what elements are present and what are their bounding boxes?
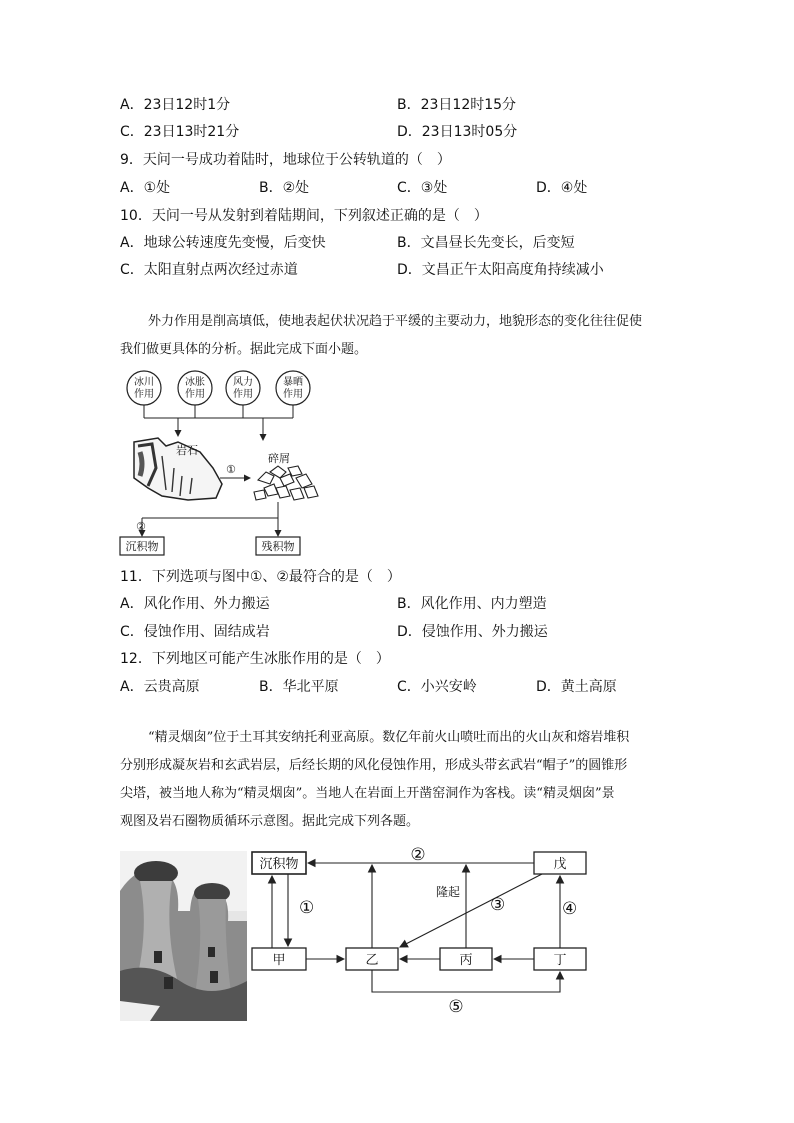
wind-action-circle bbox=[226, 371, 260, 405]
sediment-label: 沉积物 bbox=[259, 857, 299, 872]
q10-option-b[interactable]: B．文昌昼长先变长，后变短 bbox=[397, 235, 575, 251]
rock-cycle-diagram bbox=[250, 846, 590, 1021]
glacier-action-circle bbox=[127, 371, 161, 405]
debris-illustration bbox=[254, 466, 318, 500]
residual-box-label: 残积物 bbox=[261, 540, 295, 553]
q11-option-a[interactable]: A．风化作用、外力搬运 bbox=[120, 596, 270, 612]
circle-label-4-bottom: 作用 bbox=[283, 389, 303, 400]
q11-option-d[interactable]: D．侵蚀作用、外力搬运 bbox=[397, 624, 548, 640]
arrow1-label: ① bbox=[226, 463, 236, 476]
sediment-box-label: 沉积物 bbox=[125, 540, 159, 553]
q10-option-c[interactable]: C．太阳直射点两次经过赤道 bbox=[120, 262, 298, 278]
q10-option-d[interactable]: D．文昌正午太阳高度角持续减小 bbox=[397, 262, 604, 278]
passage1-line2: 我们做更具体的分析。据此完成下面小题。 bbox=[120, 342, 368, 357]
q12-option-b[interactable]: B．华北平原 bbox=[259, 679, 339, 695]
arrow2-label: ② bbox=[136, 520, 146, 533]
q12-option-d[interactable]: D．黄土高原 bbox=[536, 679, 617, 695]
q8-option-b[interactable]: B．23日12时15分 bbox=[397, 97, 517, 113]
uplift-label: 隆起 bbox=[436, 885, 461, 899]
arrow-1-label: ① bbox=[299, 898, 315, 918]
passage2-line2: 分别形成凝灰岩和玄武岩层，后经长期的风化侵蚀作用，形成头带玄武岩“帽子”的圆锥形 bbox=[120, 758, 628, 773]
circle-label-3-bottom: 作用 bbox=[233, 389, 253, 400]
passage-fairy-chimney bbox=[120, 724, 680, 836]
q9-option-a[interactable]: A．①处 bbox=[120, 180, 171, 196]
q8-option-d[interactable]: D．23日13时05分 bbox=[397, 124, 518, 140]
q10-stem: 10．天问一号从发射到着陆期间，下列叙述正确的是（ ） bbox=[120, 208, 488, 224]
q9-stem: 9．天问一号成功着陆时，地球位于公转轨道的（ ） bbox=[120, 152, 451, 168]
arrow-5-label: ⑤ bbox=[448, 997, 464, 1017]
q11-stem: 11．下列选项与图中①、②最符合的是（ ） bbox=[120, 569, 401, 585]
frost-wedging-circle bbox=[178, 371, 212, 405]
arrow-2-label: ② bbox=[410, 846, 426, 865]
passage1-line1: 外力作用是削高填低，使地表起伏状况趋于平缓的主要动力，地貌形态的变化往往促使 bbox=[148, 314, 643, 329]
q8-option-c[interactable]: C．23日13时21分 bbox=[120, 124, 240, 140]
jia-label: 甲 bbox=[272, 953, 286, 968]
arrow-3-label: ③ bbox=[490, 895, 506, 915]
circle-label-3-top: 风力 bbox=[233, 377, 253, 388]
passage2-line1: “精灵烟囱”位于土耳其安纳托利亚高原。数亿年前火山喷吐而出的火山灰和熔岩堆积 bbox=[148, 730, 630, 745]
q11-option-c[interactable]: C．侵蚀作用、固结成岩 bbox=[120, 624, 270, 640]
bing-label: 丙 bbox=[459, 953, 473, 968]
q10-option-a[interactable]: A．地球公转速度先变慢，后变快 bbox=[120, 235, 326, 251]
passage2-line3: 尖塔，被当地人称为“精灵烟囱”。当地人在岩面上开凿窑洞作为客栈。读“精灵烟囱”景 bbox=[120, 786, 615, 801]
q12-option-c[interactable]: C．小兴安岭 bbox=[397, 679, 477, 695]
q11-option-b[interactable]: B．风化作用、内力塑造 bbox=[397, 596, 547, 612]
arrow-4-label: ④ bbox=[562, 899, 578, 919]
yi-label: 乙 bbox=[365, 953, 379, 968]
q12-option-a[interactable]: A．云贵高原 bbox=[120, 679, 200, 695]
weathering-diagram bbox=[118, 368, 328, 558]
q12-stem: 12．下列地区可能产生冰胀作用的是（ ） bbox=[120, 651, 390, 667]
fairy-chimney-photo bbox=[120, 851, 247, 1021]
circle-label-4-top: 暴晒 bbox=[283, 377, 303, 388]
q9-option-c[interactable]: C．③处 bbox=[397, 180, 448, 196]
wu-label: 戊 bbox=[553, 857, 567, 872]
q8-option-a[interactable]: A．23日12时1分 bbox=[120, 97, 231, 113]
insolation-circle bbox=[276, 371, 310, 405]
rock-label: 岩石 bbox=[176, 444, 198, 457]
circle-label-1-bottom: 作用 bbox=[134, 389, 154, 400]
passage-external-forces bbox=[120, 308, 680, 364]
circle-label-2-top: 冰胀 bbox=[185, 377, 205, 388]
circle-label-2-bottom: 作用 bbox=[185, 389, 205, 400]
q9-option-d[interactable]: D．④处 bbox=[536, 180, 588, 196]
circle-label-1-top: 冰川 bbox=[134, 377, 154, 388]
debris-label: 碎屑 bbox=[268, 452, 290, 465]
passage2-line4: 观图及岩石圈物质循环示意图。据此完成下列各题。 bbox=[120, 814, 420, 829]
ding-label: 丁 bbox=[553, 953, 567, 968]
q9-option-b[interactable]: B．②处 bbox=[259, 180, 310, 196]
